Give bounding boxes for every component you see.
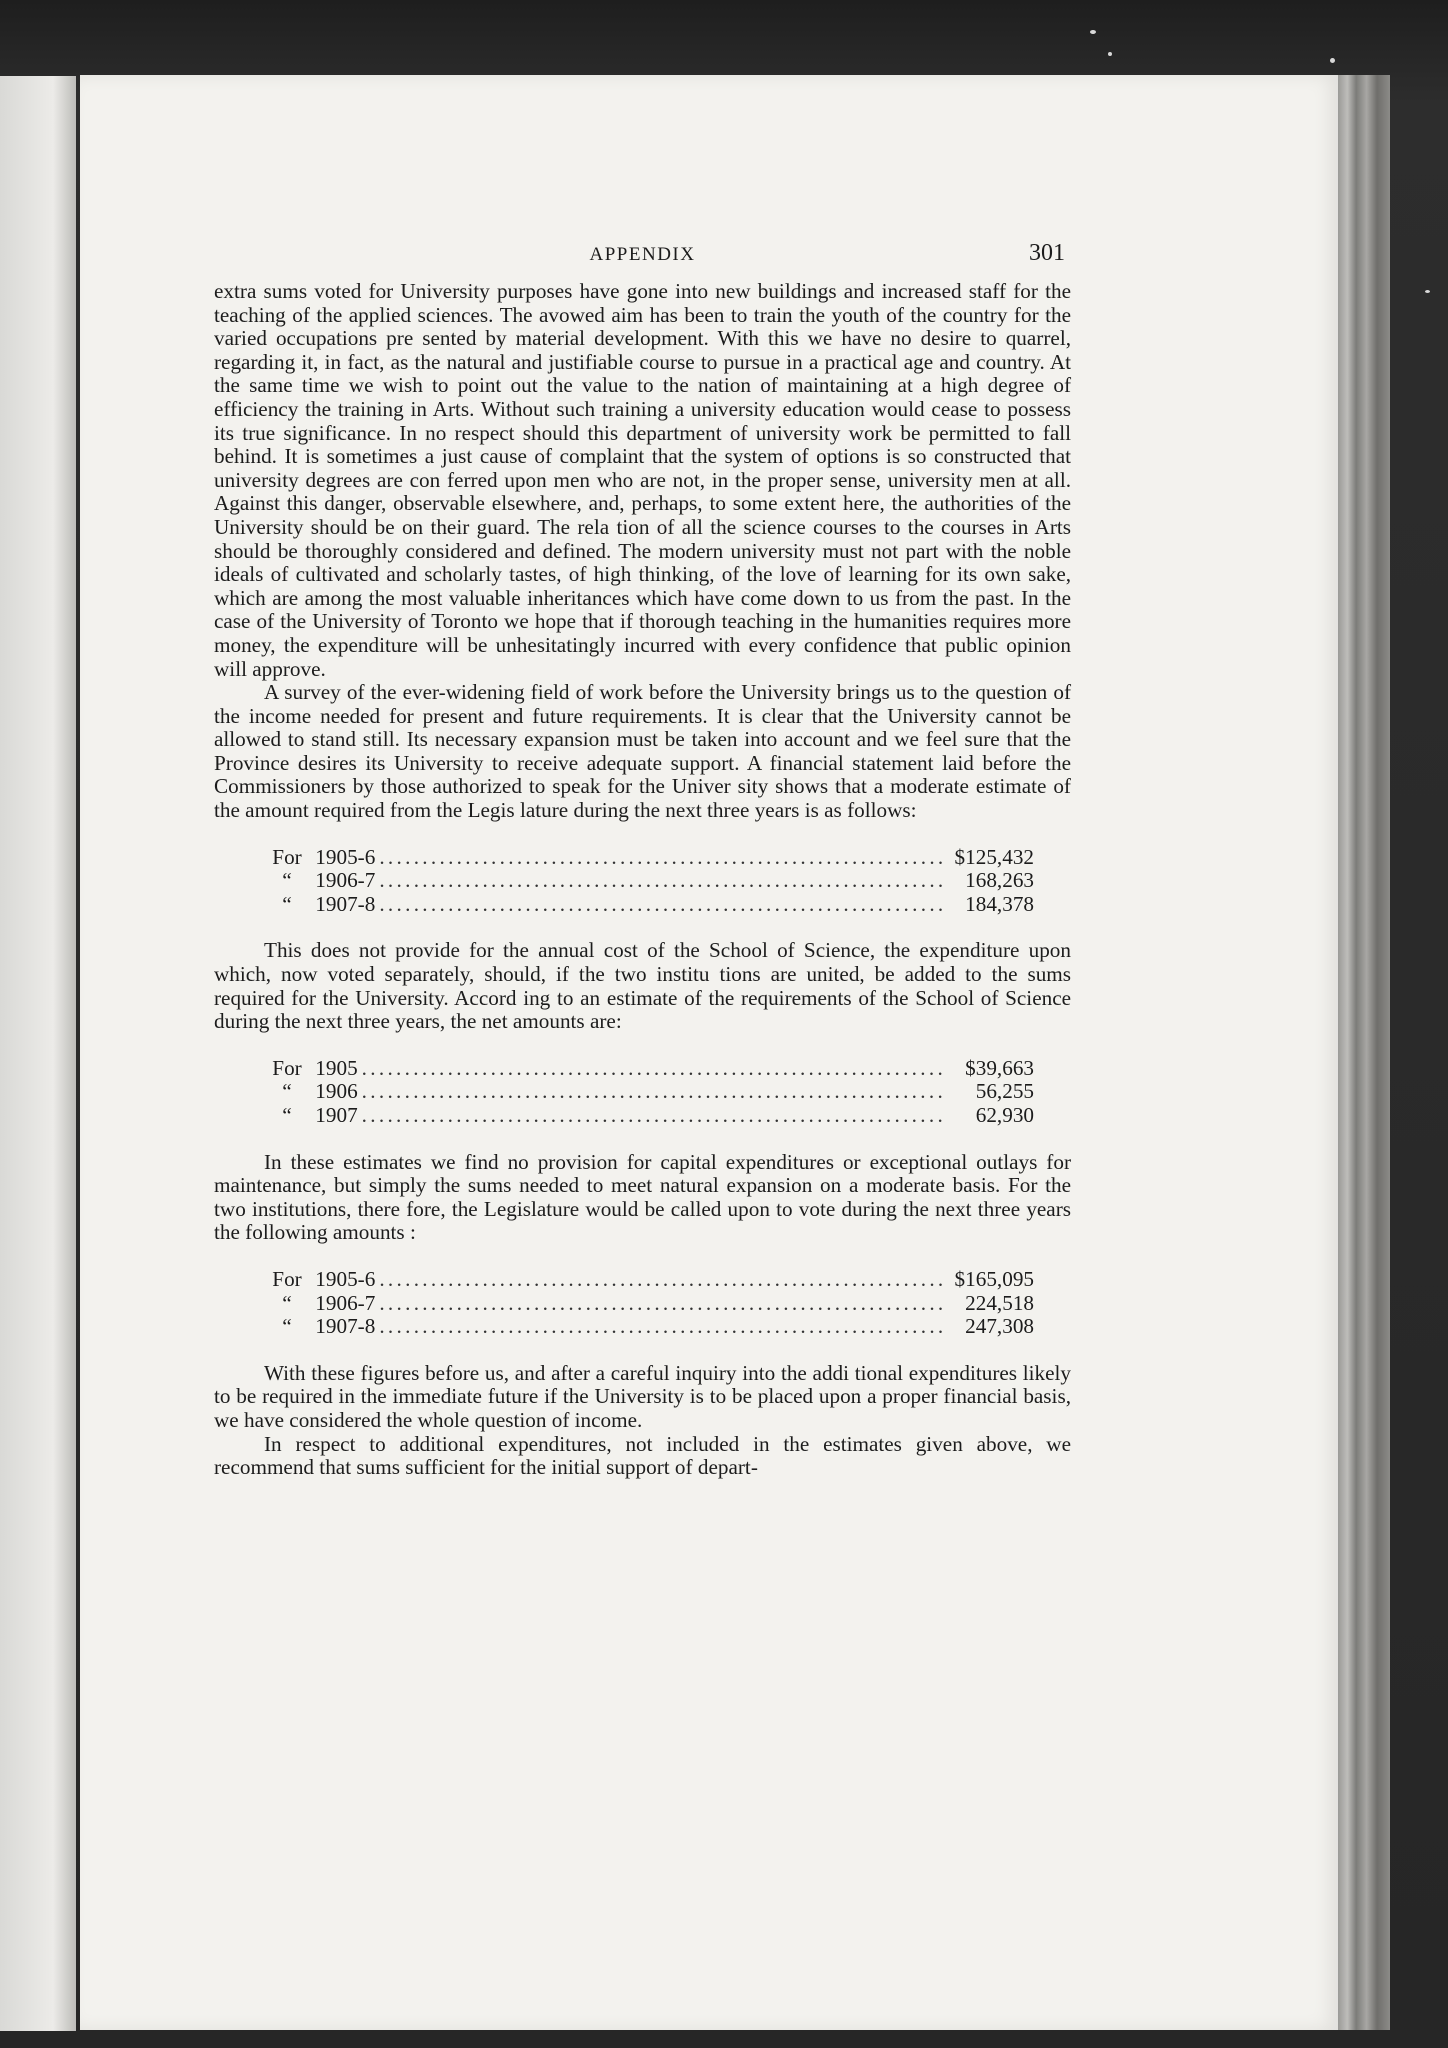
row-prefix: “ <box>282 891 292 916</box>
table-row <box>264 869 1034 893</box>
running-title: APPENDIX <box>589 244 696 265</box>
row-label <box>264 1315 375 1339</box>
text-line: Arts. Without such training a university education would cease to possess <box>432 396 1071 421</box>
text-line: ferred upon men who are not, in the proper sense, university men at all. <box>447 467 1072 492</box>
row-label <box>264 893 375 917</box>
row-label <box>264 1292 375 1316</box>
row-prefix: “ <box>282 1103 292 1127</box>
row-amount: $125,432 <box>954 844 1034 869</box>
text-line: This does not provide for the annual cost of the School of Science, the <box>264 938 911 963</box>
row-label <box>264 1104 358 1128</box>
table-row <box>264 1057 1034 1081</box>
row-label <box>264 869 375 893</box>
row-amount: 62,930 <box>975 1103 1034 1127</box>
table-row <box>264 1104 1034 1128</box>
text-line: its true significance. In no respect should this department of university <box>214 420 841 445</box>
text-line: Against this danger, observable elsewhere, and, perhaps, to some extent <box>214 491 837 516</box>
dot-leader <box>379 846 944 870</box>
text-line: us to the question of the income needed for present and future requirements. <box>214 680 1071 728</box>
page-number: 301 <box>1029 240 1065 266</box>
text-line: expansion must be taken into account and we feel sure that the Province <box>214 727 1071 775</box>
text-line: ideals of cultivated and scholarly tastes, of high thinking, of the love of <box>214 562 842 587</box>
text-line: next three years, the net amounts are: <box>305 1009 622 1034</box>
text-line: lature during the next three years is as follows: <box>519 798 917 823</box>
text-line: practical age and country. At the same time we wish to point out the value <box>214 349 1072 398</box>
text-line: learning for its own sake, which are among the most valuable inheritances <box>214 562 1072 610</box>
text-line: above, we recommend that sums sufficient for the initial support of depart- <box>214 1431 1072 1480</box>
dot-leader <box>362 1057 944 1081</box>
text-line: years the following amounts : <box>214 1196 1072 1245</box>
text-line: increased staff for the teaching of the applied sciences. The avowed aim <box>214 279 1071 327</box>
row-label <box>264 846 375 870</box>
row-prefix: For <box>272 1266 302 1291</box>
dot-leader <box>379 869 944 893</box>
row-year: 1907 <box>315 1103 358 1127</box>
university-estimates-table <box>264 846 1034 917</box>
table-row <box>264 1292 1034 1316</box>
body-text <box>214 280 1071 1480</box>
text-line: ing to an estimate of the requirements of the School of Science during the <box>214 985 1072 1034</box>
row-year: 1907-8 <box>315 1314 376 1339</box>
row-label <box>264 1268 375 1292</box>
paragraph <box>214 939 1071 1033</box>
text-line: that public opinion will approve. <box>214 632 1071 681</box>
text-line: extra sums voted for University purposes have gone into new buildings and <box>214 279 875 303</box>
spacer <box>214 916 1071 939</box>
row-label <box>264 1080 358 1104</box>
text-line: sity shows that a moderate estimate of the amount required from the Legis <box>214 774 1071 823</box>
text-line: With these figures before us, and after a careful inquiry into the addi <box>264 1360 850 1385</box>
text-line: tion of all the science courses to the courses in Arts should be thoroughly <box>214 514 1072 563</box>
row-amount: 168,263 <box>965 868 1034 893</box>
row-year: 1905-6 <box>315 844 376 869</box>
table-row <box>264 1268 1034 1292</box>
row-prefix: “ <box>282 1314 292 1339</box>
row-year: 1907-8 <box>315 891 376 916</box>
row-year: 1906 <box>315 1079 358 1104</box>
school-of-science-table <box>264 1057 1034 1128</box>
text-line: to the nation of maintaining at a high degree of efficiency the training in <box>214 373 1071 421</box>
dot-leader <box>379 893 944 917</box>
row-prefix: “ <box>282 1290 292 1315</box>
dust-speck <box>1090 30 1096 34</box>
paragraph <box>214 681 1071 823</box>
table-row <box>264 893 1034 917</box>
row-prefix: For <box>272 1055 302 1080</box>
spacer <box>214 1339 1071 1362</box>
page-stack-edge <box>1338 75 1390 2030</box>
row-amount: 56,255 <box>975 1079 1034 1104</box>
text-line: expenditure upon which, now voted separately, should, if the two institu <box>214 938 1071 987</box>
text-line: natural expansion on a moderate basis. For the two institutions, there <box>214 1173 1072 1221</box>
paragraph <box>214 1151 1071 1245</box>
facing-page-edge <box>0 76 76 2031</box>
text-line: A survey of the ever-widening field of work before the University brings <box>264 680 890 705</box>
row-amount: 224,518 <box>965 1290 1034 1315</box>
dot-leader <box>362 1104 944 1128</box>
spacer <box>214 823 1071 846</box>
dust-speck <box>1108 52 1112 56</box>
text-line: work be permitted to fall behind. It is sometimes a just cause of complaint <box>214 420 1071 469</box>
text-line: which have come down to us from the past. In the case of the University of <box>214 585 1071 634</box>
text-line: tional expenditures likely to be required in the immediate future if the <box>214 1360 1072 1409</box>
row-label <box>264 1057 358 1081</box>
row-amount: $39,663 <box>965 1055 1034 1080</box>
text-line: considered and defined. The modern university must not part with the noble <box>405 538 1071 563</box>
spacer <box>214 1245 1071 1268</box>
text-line: It is clear that the University cannot be allowed to stand still. Its necessary <box>214 703 1071 752</box>
row-prefix: “ <box>282 1079 292 1104</box>
text-line: regarding it, in fact, as the natural and justifiable course to pursue in a <box>214 349 819 374</box>
table-row <box>264 1315 1034 1339</box>
text-line: Toronto we hope that if thorough teaching in the humanities requires more <box>431 609 1071 634</box>
dot-leader <box>379 1315 944 1339</box>
text-line: In respect to additional expenditures, not included in the estimates given <box>264 1431 963 1456</box>
table-row <box>264 1080 1034 1104</box>
row-year: 1905 <box>315 1055 358 1080</box>
row-amount: 247,308 <box>965 1314 1034 1339</box>
dust-speck <box>1425 290 1430 293</box>
text-line: that the system of options is so constructed that university degrees are con <box>214 444 1071 492</box>
text-line: exceptional outlays for maintenance, but simply the sums needed to meet <box>214 1149 1072 1198</box>
paragraph <box>214 280 1071 681</box>
text-line: has been to train the youth of the country for the varied occupations pre <box>214 302 1072 351</box>
dot-leader <box>362 1080 944 1104</box>
text-line: desires its University to receive adequate support. A financial statement <box>297 750 934 775</box>
combined-estimates-table <box>264 1268 1034 1339</box>
spacer <box>214 1128 1071 1151</box>
text-line: tions are united, be added to the sums required for the University. Accord <box>214 962 1072 1010</box>
row-amount: 184,378 <box>965 891 1034 916</box>
dot-leader <box>379 1268 944 1292</box>
dust-speck <box>1330 58 1335 63</box>
text-line: the whole question of income. <box>386 1407 643 1432</box>
row-prefix: “ <box>282 868 292 893</box>
text-line: laid before the Commissioners by those authorized to speak for the Univer <box>214 750 1072 799</box>
row-prefix: For <box>272 844 302 869</box>
row-year: 1905-6 <box>315 1266 376 1291</box>
table-row <box>264 846 1034 870</box>
paragraph <box>214 1362 1071 1433</box>
text-line: fore, the Legislature would be called upon to vote during the next three <box>406 1196 1021 1221</box>
row-year: 1906-7 <box>315 868 376 893</box>
text-line: sented by material development. With this we have no desire to quarrel, <box>422 326 1071 351</box>
page-content <box>214 240 1071 1480</box>
paragraph <box>214 1433 1071 1480</box>
text-line: In these estimates we find no provision for capital expenditures or <box>264 1149 861 1174</box>
dot-leader <box>379 1292 944 1316</box>
spacer <box>214 1034 1071 1057</box>
row-amount: $165,095 <box>954 1266 1034 1291</box>
text-line: University is to be placed upon a proper financial basis, we have considered <box>214 1384 1071 1432</box>
text-line: money, the expenditure will be unhesitatingly incurred with every confidence <box>214 632 897 657</box>
text-line: here, the authorities of the University should be on their guard. The rela <box>214 491 1072 539</box>
running-head <box>214 240 1071 280</box>
row-year: 1906-7 <box>315 1290 376 1315</box>
